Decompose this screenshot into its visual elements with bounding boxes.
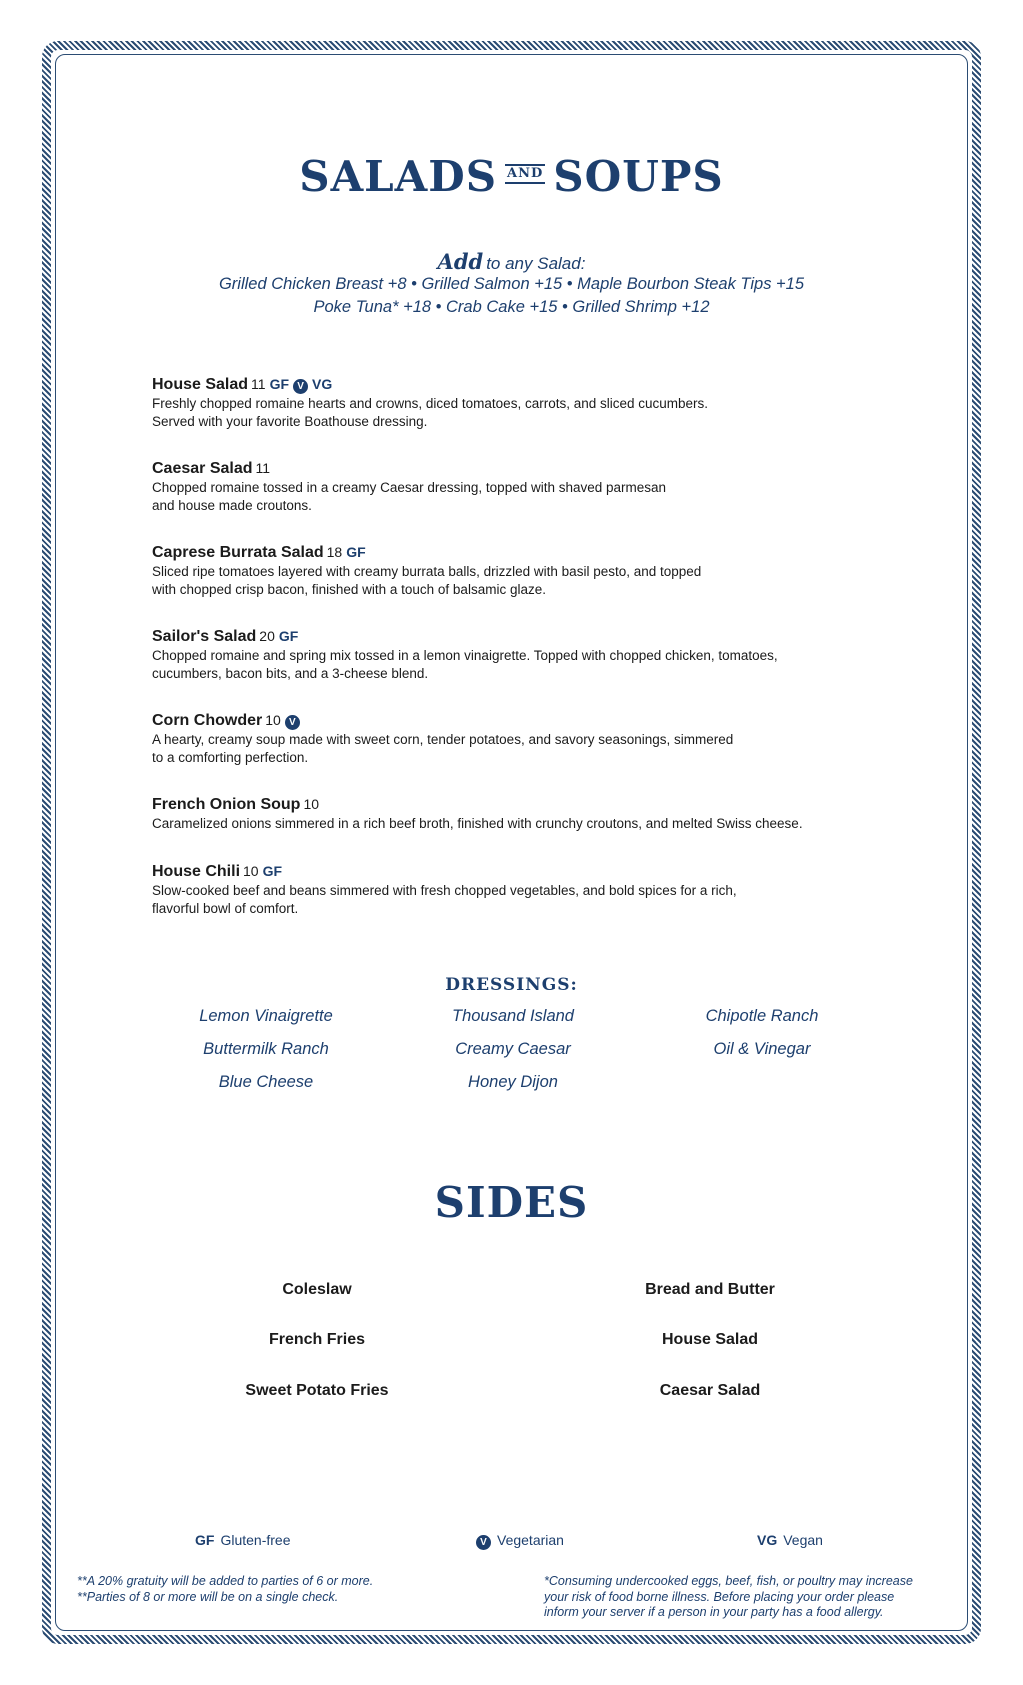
- menu-item-sailors-salad: [152, 627, 892, 682]
- menu-item-french-onion-soup: [152, 795, 892, 832]
- item-desc-line-1: Chopped romaine and spring mix tossed in a lemon vinaigrette. Topped with chopped chicken, tomatoes,: [152, 648, 778, 663]
- menu-item-caprese-burrata-salad: [152, 543, 892, 598]
- title-soups: SOUPS: [553, 152, 724, 201]
- item-name: Caesar Salad: [152, 460, 253, 477]
- menu-item-house-salad: [152, 375, 892, 430]
- title-salads: SALADS: [299, 152, 498, 201]
- dressing-option: Creamy Caesar: [455, 1040, 571, 1058]
- item-price: 10: [243, 863, 259, 879]
- page-title: [0, 152, 1023, 201]
- allergy-note: [544, 1574, 913, 1621]
- item-desc-line-2: and house made croutons.: [152, 498, 312, 513]
- legend-label: Gluten-free: [220, 1532, 291, 1548]
- note-line: **Parties of 8 or more will be on a single check.: [77, 1589, 339, 1604]
- gf-badge: GF: [278, 628, 299, 644]
- vg-badge: VG: [312, 376, 333, 392]
- note-line: *Consuming undercooked eggs, beef, fish, or poultry may increase: [544, 1574, 913, 1588]
- dressing-option: Oil & Vinegar: [713, 1040, 811, 1058]
- item-desc-line-1: Chopped romaine tossed in a creamy Caesar dressing, topped with shaved parmesan: [152, 480, 667, 495]
- item-name: French Onion Soup: [152, 796, 301, 813]
- addon-intro: to any Salad:: [486, 254, 586, 273]
- dressing-option: Thousand Island: [451, 1007, 574, 1025]
- item-name: Caprese Burrata Salad: [152, 544, 324, 561]
- addon-heading: [0, 249, 1023, 274]
- dressing-option: Buttermilk Ranch: [203, 1040, 329, 1058]
- item-name: Sailor's Salad: [152, 628, 257, 645]
- item-desc-line-1: Freshly chopped romaine hearts and crowns, diced tomatoes, carrots, and sliced cucumbers.: [152, 396, 709, 411]
- dressings-title: DRESSINGS:: [445, 975, 578, 995]
- item-desc-line-1: Caramelized onions simmered in a rich beef broth, finished with crunchy croutons, and melted Swiss cheese.: [152, 816, 803, 831]
- item-desc-line-2: to a comforting perfection.: [152, 750, 309, 765]
- dressing-option: Honey Dijon: [468, 1073, 558, 1091]
- note-line: your risk of food borne illness. Before placing your order please: [544, 1589, 895, 1604]
- menu-item-corn-chowder: [152, 711, 892, 766]
- gf-badge: GF: [195, 1532, 215, 1548]
- item-price: 10: [265, 712, 281, 728]
- note-line: inform your server if a person in your party has a food allergy.: [544, 1605, 884, 1619]
- item-price: 20: [259, 628, 275, 644]
- legend-label: Vegetarian: [497, 1532, 564, 1548]
- dressing-option: Chipotle Ranch: [705, 1007, 819, 1025]
- vegetarian-icon: V: [476, 1535, 491, 1550]
- gf-badge: GF: [346, 544, 366, 560]
- legend-vegetarian: [476, 1532, 564, 1550]
- item-desc-line-1: Sliced ripe tomatoes layered with creamy burrata balls, drizzled with basil pesto, and topped: [152, 564, 702, 579]
- item-desc-line-2: with chopped crisp bacon, finished with a touch of balsamic glaze.: [152, 582, 546, 597]
- side-item: Coleslaw: [282, 1281, 352, 1298]
- addon-line-2: Poke Tuna* +18 • Crab Cake +15 • Grilled Shrimp +12: [313, 298, 710, 316]
- vg-badge: VG: [757, 1532, 778, 1548]
- item-desc-line-1: Slow-cooked beef and beans simmered with fresh chopped vegetables, and bold spices for a rich,: [152, 883, 737, 898]
- legend-vegan: [757, 1532, 823, 1548]
- addon-line-1: Grilled Chicken Breast +8 • Grilled Salmon +15 • Maple Bourbon Steak Tips +15: [218, 275, 805, 293]
- gratuity-note: [77, 1574, 373, 1605]
- side-item: Sweet Potato Fries: [245, 1382, 389, 1399]
- item-name: House Salad: [152, 376, 249, 393]
- dressing-option: Blue Cheese: [218, 1073, 314, 1091]
- menu-item-caesar-salad: [152, 459, 892, 514]
- dressing-option: Lemon Vinaigrette: [199, 1007, 333, 1025]
- addon-add-word: Add: [437, 249, 484, 274]
- gf-badge: GF: [269, 376, 290, 392]
- item-price: 10: [303, 796, 320, 812]
- title-and: AND: [505, 164, 545, 184]
- item-desc-line-2: flavorful bowl of comfort.: [152, 901, 299, 916]
- item-name: Corn Chowder: [152, 712, 263, 729]
- legend-gluten-free: [195, 1532, 291, 1548]
- vegetarian-icon: V: [293, 379, 308, 394]
- item-desc-line-2: Served with your favorite Boathouse dressing.: [152, 414, 428, 429]
- item-desc-line-1: A hearty, creamy soup made with sweet corn, tender potatoes, and savory seasonings, simmered: [152, 732, 734, 747]
- item-price: 11: [255, 460, 271, 476]
- item-desc-line-2: cucumbers, bacon bits, and a 3-cheese blend.: [152, 666, 429, 681]
- side-item: French Fries: [268, 1331, 366, 1348]
- item-price: 11: [251, 376, 266, 392]
- item-price: 18: [326, 544, 343, 560]
- sides-title: SIDES: [434, 1178, 589, 1227]
- side-item: Bread and Butter: [645, 1281, 775, 1298]
- legend-label: Vegan: [783, 1532, 823, 1548]
- side-item: House Salad: [661, 1331, 759, 1348]
- side-item: Caesar Salad: [659, 1382, 761, 1399]
- menu-item-house-chili: [152, 862, 892, 917]
- note-line: **A 20% gratuity will be added to parties of 6 or more.: [77, 1574, 374, 1588]
- vegetarian-icon: V: [285, 715, 300, 730]
- item-name: House Chili: [152, 863, 241, 880]
- gf-badge: GF: [262, 863, 283, 879]
